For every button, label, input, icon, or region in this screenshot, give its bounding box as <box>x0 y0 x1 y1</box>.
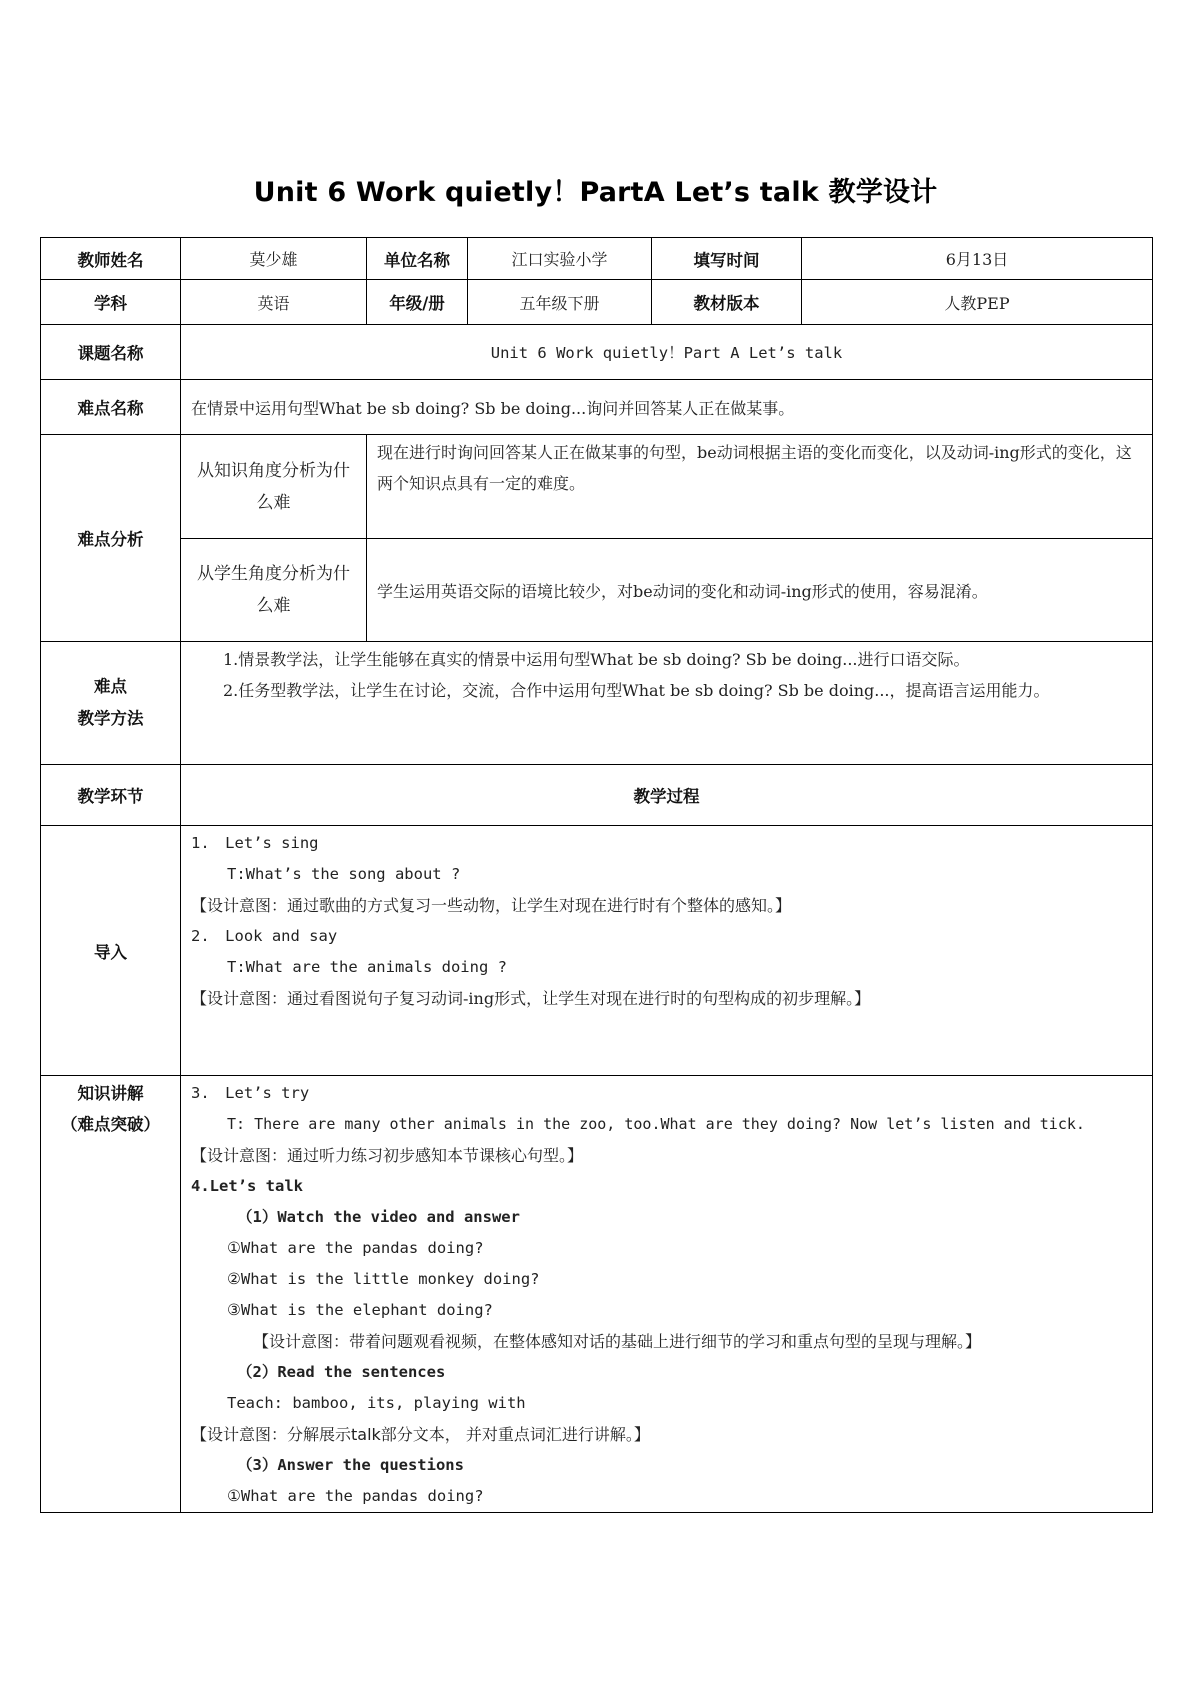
intro-label: 导入 <box>41 826 181 1076</box>
intro-line: 1. Let’s sing <box>191 834 319 852</box>
knowledge-line: 【设计意图：带着问题观看视频，在整体感知对话的基础上进行细节的学习和重点句型的呈现与理解。】 <box>253 1332 982 1351</box>
time-label: 填写时间 <box>652 238 802 280</box>
difficulty-label: 难点名称 <box>41 380 181 435</box>
knowledge-line: T: There are many other animals in the zoo, too.What are they doing? Now let’s listen and tick. <box>227 1115 1085 1133</box>
stage-header: 教学环节 <box>41 765 181 826</box>
student-angle-text: 学生运用英语交际的语境比较少，对be动词的变化和动词-ing形式的使用，容易混淆。 <box>367 539 1153 642</box>
lesson-plan-table <box>40 237 1153 1513</box>
knowledge-line: （1）Watch the video and answer <box>237 1208 520 1226</box>
knowledge-line: Teach: bamboo, its, playing with <box>227 1394 526 1412</box>
analysis-label: 难点分析 <box>41 435 181 642</box>
intro-line: T:What’s the song about ? <box>227 865 461 883</box>
difficulty-value: 在情景中运用句型What be sb doing? Sb be doing...询问并回答某人正在做某事。 <box>181 380 1153 435</box>
intro-line: 2. Look and say <box>191 927 338 945</box>
method-label-line1: 难点 <box>94 677 127 696</box>
grade-value: 五年级下册 <box>468 280 652 325</box>
grade-label: 年级/册 <box>367 280 468 325</box>
knowledge-line: 【设计意图：分解展示talk部分文本， 并对重点词汇进行讲解。】 <box>191 1425 650 1444</box>
knowledge-angle-text: 现在进行时询问回答某人正在做某事的句型，be动词根据主语的变化而变化，以及动词-ing形式的变化，这两个知识点具有一定的难度。 <box>367 435 1153 539</box>
edition-label: 教材版本 <box>652 280 802 325</box>
knowledge-line: ②What is the little monkey doing? <box>227 1270 540 1288</box>
knowledge-label-line2: （难点突破） <box>61 1115 160 1134</box>
knowledge-content <box>181 1076 1153 1513</box>
process-header: 教学过程 <box>181 765 1153 826</box>
knowledge-line: 【设计意图：通过听力练习初步感知本节课核心句型。】 <box>191 1146 584 1165</box>
knowledge-label-line1: 知识讲解 <box>77 1084 144 1103</box>
knowledge-line: 3. Let’s try <box>191 1084 310 1102</box>
subject-value: 英语 <box>181 280 367 325</box>
teacher-value: 莫少雄 <box>181 238 367 280</box>
intro-line: T:What are the animals doing ? <box>227 958 507 976</box>
intro-content <box>181 826 1153 1076</box>
knowledge-line: 4.Let’s talk <box>191 1177 303 1195</box>
knowledge-line: （3）Answer the questions <box>237 1456 464 1474</box>
method-content <box>181 642 1153 765</box>
page-title: Unit 6 Work quietly！PartA Let’s talk 教学设计 <box>253 177 938 208</box>
method-label-line2: 教学方法 <box>77 709 144 728</box>
unit-label: 单位名称 <box>367 238 468 280</box>
knowledge-angle-label: 从知识角度分析为什么难 <box>181 435 367 539</box>
intro-line: 【设计意图：通过看图说句子复习动词-ing形式，让学生对现在进行时的句型构成的初步理解。】 <box>191 989 871 1008</box>
knowledge-line: ③What is the elephant doing? <box>227 1301 493 1319</box>
teacher-label: 教师姓名 <box>41 238 181 280</box>
intro-line: 【设计意图：通过歌曲的方式复习一些动物，让学生对现在进行时有个整体的感知。】 <box>191 896 792 915</box>
edition-value: 人教PEP <box>802 280 1153 325</box>
topic-label: 课题名称 <box>41 325 181 380</box>
topic-value: Unit 6 Work quietly！Part A Let’s talk <box>181 325 1153 380</box>
method-item-2: 2.任务型教学法，让学生在讨论，交流，合作中运用句型What be sb doing? Sb be doing...，提高语言运用能力。 <box>223 681 1050 700</box>
time-value: 6月13日 <box>802 238 1153 280</box>
knowledge-line: ①What are the pandas doing? <box>227 1239 484 1257</box>
student-angle-label: 从学生角度分析为什么难 <box>181 539 367 642</box>
knowledge-label <box>41 1076 181 1513</box>
subject-label: 学科 <box>41 280 181 325</box>
method-item-1: 1.情景教学法，让学生能够在真实的情景中运用句型What be sb doing? Sb be doing...进行口语交际。 <box>223 650 970 669</box>
knowledge-line: （2）Read the sentences <box>237 1363 446 1381</box>
method-label <box>41 642 181 765</box>
unit-value: 江口实验小学 <box>468 238 652 280</box>
knowledge-line: ①What are the pandas doing? <box>227 1487 484 1505</box>
